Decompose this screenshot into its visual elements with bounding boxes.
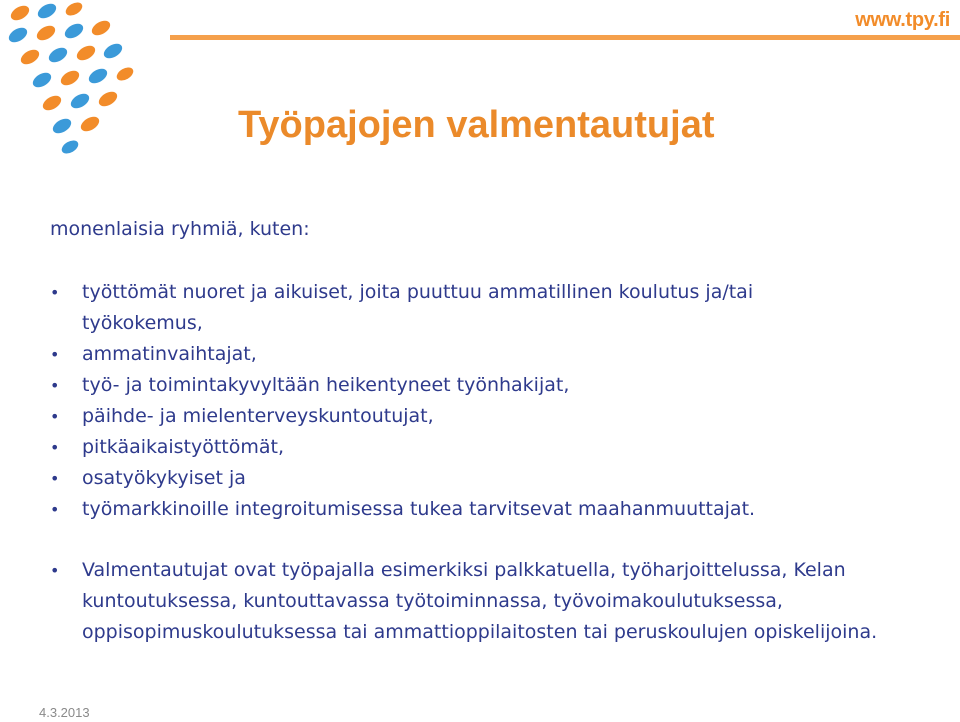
list-item-text: Valmentautujat ovat työpajalla esimerkiksi palkkatuella, työharjoittelussa, Kelan kuntoutuksessa, kuntouttavassa työtoiminnassa, työvoimakoulutuksessa, oppisopimuskoulutuksessa tai ammattioppilaitosten tai peruskoulujen opiskelijoina. [82,559,878,643]
bullet-icon: • [50,283,60,302]
list-item-text: ammatinvaihtajat, [82,343,257,365]
list-item [50,339,870,370]
bullet-icon: • [50,438,60,457]
list-item-text: päihde- ja mielenterveyskuntoutujat, [82,405,434,427]
list-item [50,370,870,401]
bullet-icon: • [50,469,60,488]
list-item-text: työ- ja toimintakyvyltään heikentyneet työnhakijat, [82,374,570,396]
bullet-icon: • [50,561,60,580]
list-item-text: osatyökykyiset ja [82,467,246,489]
page-title: Työpajojen valmentautujat [238,104,715,146]
list-item [50,432,870,463]
bullet-icon: • [50,407,60,426]
details-list [50,555,940,648]
bullet-icon: • [50,376,60,395]
intro-text: monenlaisia ryhmiä, kuten: [50,218,310,240]
bullet-icon: • [50,345,60,364]
footer-date: 4.3.2013 [39,705,90,720]
bullet-icon: • [50,500,60,519]
groups-list [50,277,870,525]
header-divider [170,35,960,40]
list-item [50,277,870,339]
list-item [50,463,870,494]
list-item-text: pitkäaikaistyöttömät, [82,436,284,458]
site-url: www.tpy.fi [855,9,950,31]
logo-dots [0,0,160,160]
list-item-text: työttömät nuoret ja aikuiset, joita puuttuu ammatillinen koulutus ja/tai työkokemus, [82,281,754,334]
list-item [50,401,870,432]
list-item-text: työmarkkinoille integroitumisessa tukea tarvitsevat maahanmuuttajat. [82,498,756,520]
list-item [50,494,870,525]
list-item [50,555,940,648]
